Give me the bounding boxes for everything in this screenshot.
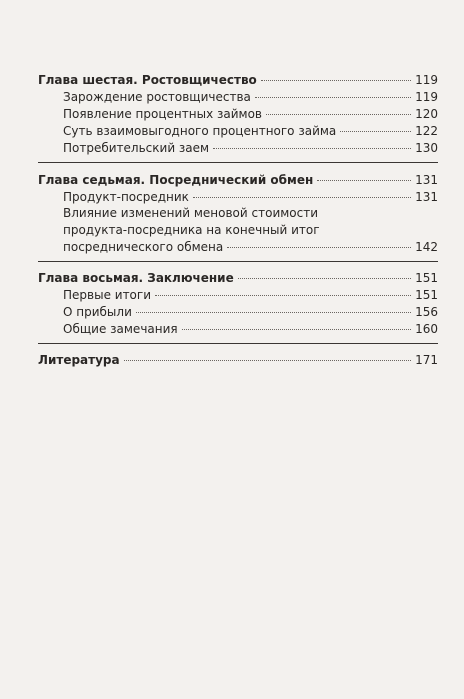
toc-page-number: 119 [415, 73, 438, 87]
section-divider [38, 162, 438, 163]
section-divider [38, 343, 438, 344]
toc-item-multiline [63, 205, 438, 256]
dot-leader [136, 312, 411, 313]
section-divider [38, 261, 438, 262]
toc-page-number: 119 [415, 90, 438, 104]
toc-page-number: 151 [415, 271, 438, 285]
toc-page-number: 131 [415, 173, 438, 187]
toc-item-title: О прибыли [63, 305, 132, 319]
toc-item-title: Появление процентных займов [63, 107, 262, 121]
dot-leader [193, 197, 411, 198]
toc-item-title: Зарождение ростовщичества [63, 90, 251, 104]
toc-item [63, 287, 438, 303]
toc-chapter-title: Литература [38, 353, 120, 367]
toc-item [63, 140, 438, 156]
toc-item-title: Суть взаимовыгодного процентного займа [63, 124, 337, 138]
dot-leader [124, 360, 411, 361]
toc-item-title-line: продукта-посредника на конечный итог [63, 223, 320, 237]
toc-page-number: 120 [415, 107, 438, 121]
toc-page-number: 122 [415, 124, 438, 138]
toc-chapter-title: Глава шестая. Ростовщичество [38, 73, 257, 87]
dot-leader [317, 180, 411, 181]
dot-leader [238, 278, 411, 279]
dot-leader [340, 131, 411, 132]
dot-leader [182, 329, 411, 330]
toc-item-title: Первые итоги [63, 288, 152, 302]
toc-item-title-line: посреднического обмена [63, 240, 224, 254]
toc-page-number: 151 [415, 288, 438, 302]
toc-chapter-title: Глава седьмая. Посреднический обмен [38, 173, 314, 187]
toc-page-number: 142 [415, 240, 438, 254]
toc-chapter-6 [38, 72, 438, 88]
toc-item [63, 106, 438, 122]
dot-leader [255, 97, 411, 98]
toc-page-number: 160 [415, 322, 438, 336]
toc-literature [38, 352, 438, 368]
toc-page-number: 171 [415, 353, 438, 367]
dot-leader [155, 295, 411, 296]
toc-item-title: Общие замечания [63, 322, 178, 336]
toc-item-title: Продукт-посредник [63, 190, 189, 204]
dot-leader [227, 247, 411, 248]
dot-leader [261, 80, 411, 81]
toc-item [63, 123, 438, 139]
toc-chapter-title: Глава восьмая. Заключение [38, 271, 234, 285]
toc-chapter-8 [38, 270, 438, 286]
toc-chapter-7 [38, 172, 438, 188]
toc-item [63, 189, 438, 205]
toc-page-number: 156 [415, 305, 438, 319]
toc-item [63, 89, 438, 105]
toc-page-number: 131 [415, 190, 438, 204]
toc-item [63, 304, 438, 320]
dot-leader [213, 148, 411, 149]
toc-item-title-line: Влияние изменений меновой стоимости [63, 206, 319, 220]
toc-item-title: Потребительский заем [63, 141, 210, 155]
toc-page-number: 130 [415, 141, 438, 155]
dot-leader [266, 114, 411, 115]
toc-item [63, 321, 438, 337]
